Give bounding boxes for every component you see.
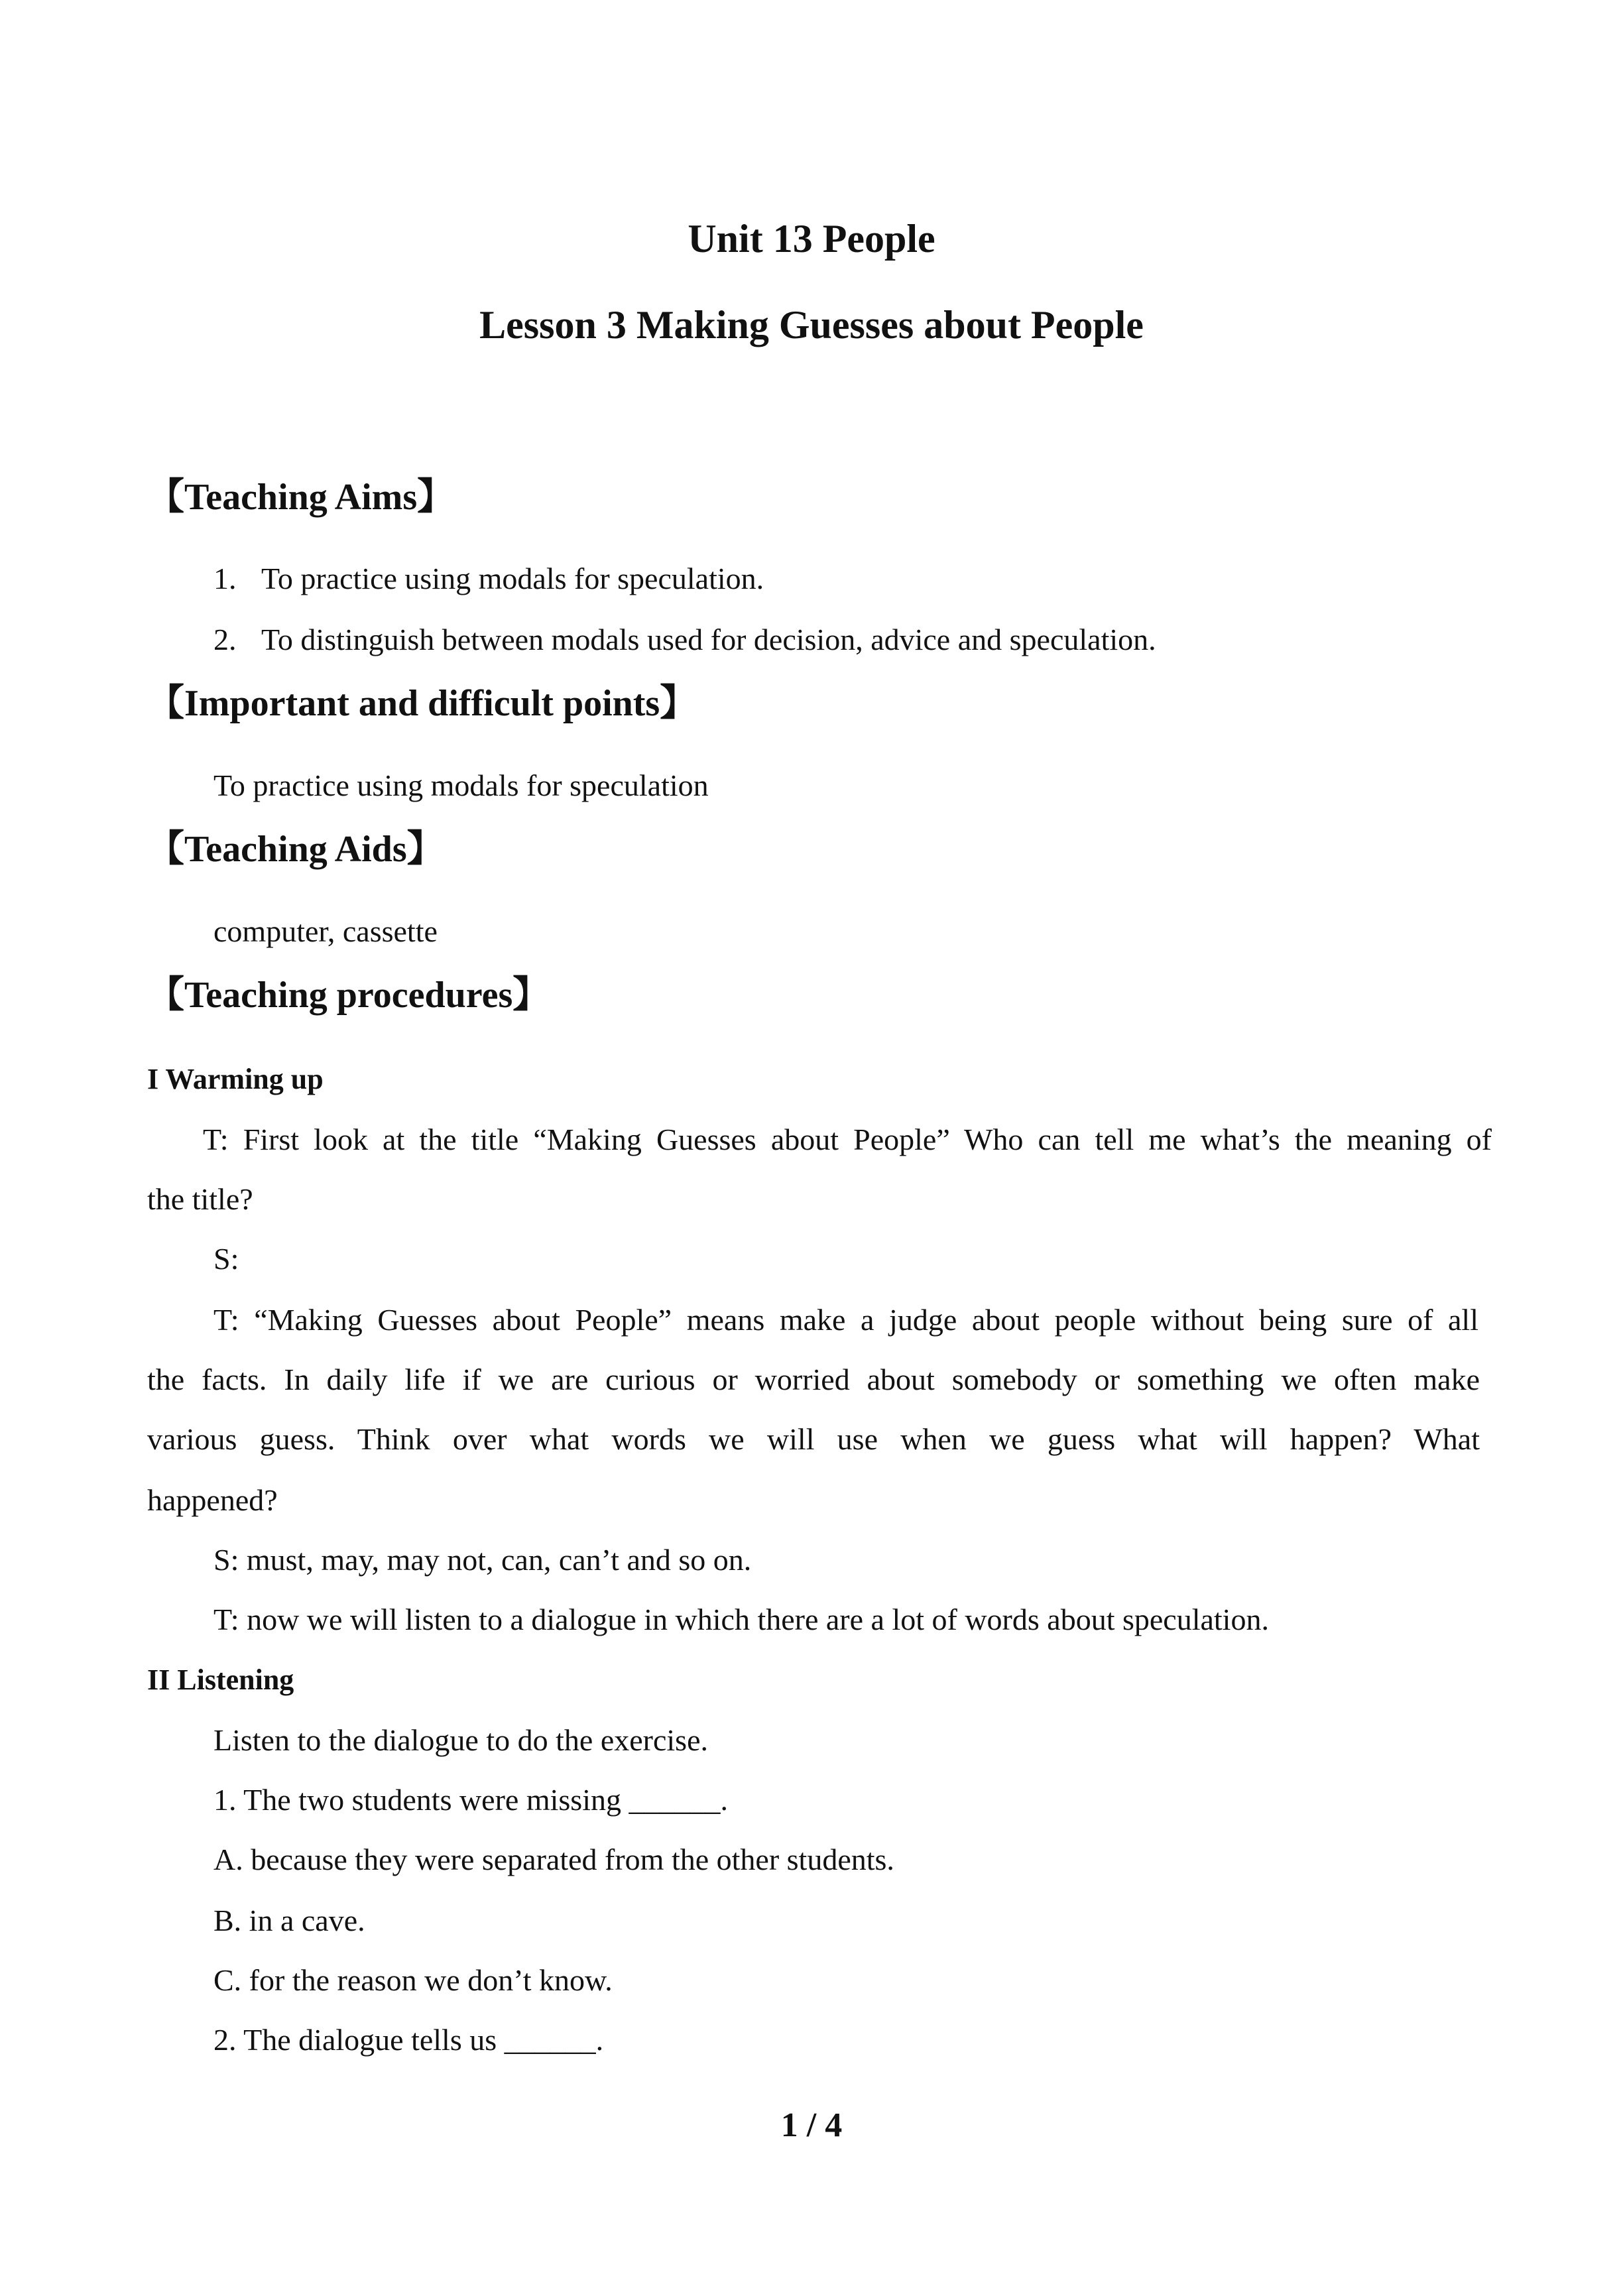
listening-line-6: 2. The dialogue tells us ______. [213, 2023, 604, 2057]
warming-line-5: the facts. In daily life if we are curious or worried about somebody or something we often make [147, 1362, 1480, 1396]
document-title: Unit 13 People [688, 217, 935, 261]
teaching-aims-heading: 【Teaching Aims】 [147, 477, 455, 518]
teaching-aids-heading: 【Teaching Aids】 [147, 829, 444, 870]
teaching-aids-text: computer, cassette [213, 914, 438, 948]
listening-line-5: C. for the reason we don’t know. [213, 1963, 613, 1997]
aim-item-2 [213, 625, 1156, 655]
warming-line-3: S: [213, 1242, 239, 1276]
aim-item-text: To practice using modals for speculation. [261, 562, 764, 595]
listening-line-3: A. because they were separated from the other students. [213, 1843, 894, 1876]
important-points-text: To practice using modals for speculation [213, 768, 709, 802]
warming-line-7: happened? [147, 1483, 278, 1517]
aim-item-number: 1. [213, 562, 237, 595]
warming-line-4: T: “Making Guesses about People” means make a judge about people without being sure of all [213, 1303, 1478, 1337]
warming-line-1: T: First look at the title “Making Guesses about People” Who can tell me what’s the meaning of [203, 1122, 1492, 1156]
listening-line-2: 1. The two students were missing ______. [213, 1783, 728, 1817]
page-number: 1 / 4 [780, 2106, 843, 2144]
aim-item-1 [213, 564, 764, 594]
warming-line-8: S: must, may, may not, can, can’t and so on. [213, 1543, 752, 1577]
important-points-heading: 【Important and difficult points】 [147, 683, 697, 724]
warming-up-heading: I Warming up [147, 1063, 324, 1095]
warming-line-9: T: now we will listen to a dialogue in which there are a lot of words about speculation. [213, 1602, 1269, 1636]
listening-line-4: B. in a cave. [213, 1903, 365, 1937]
warming-line-2: the title? [147, 1182, 253, 1216]
aim-item-text: To distinguish between modals used for decision, advice and speculation. [261, 623, 1156, 656]
listening-line-1: Listen to the dialogue to do the exercise. [213, 1723, 708, 1757]
lesson-title: Lesson 3 Making Guesses about People [479, 303, 1144, 347]
teaching-procedures-heading: 【Teaching procedures】 [147, 975, 550, 1016]
listening-heading: II Listening [147, 1663, 294, 1696]
aim-item-number: 2. [213, 623, 237, 656]
warming-line-6: various guess. Think over what words we will use when we guess what will happen? What [147, 1422, 1480, 1456]
